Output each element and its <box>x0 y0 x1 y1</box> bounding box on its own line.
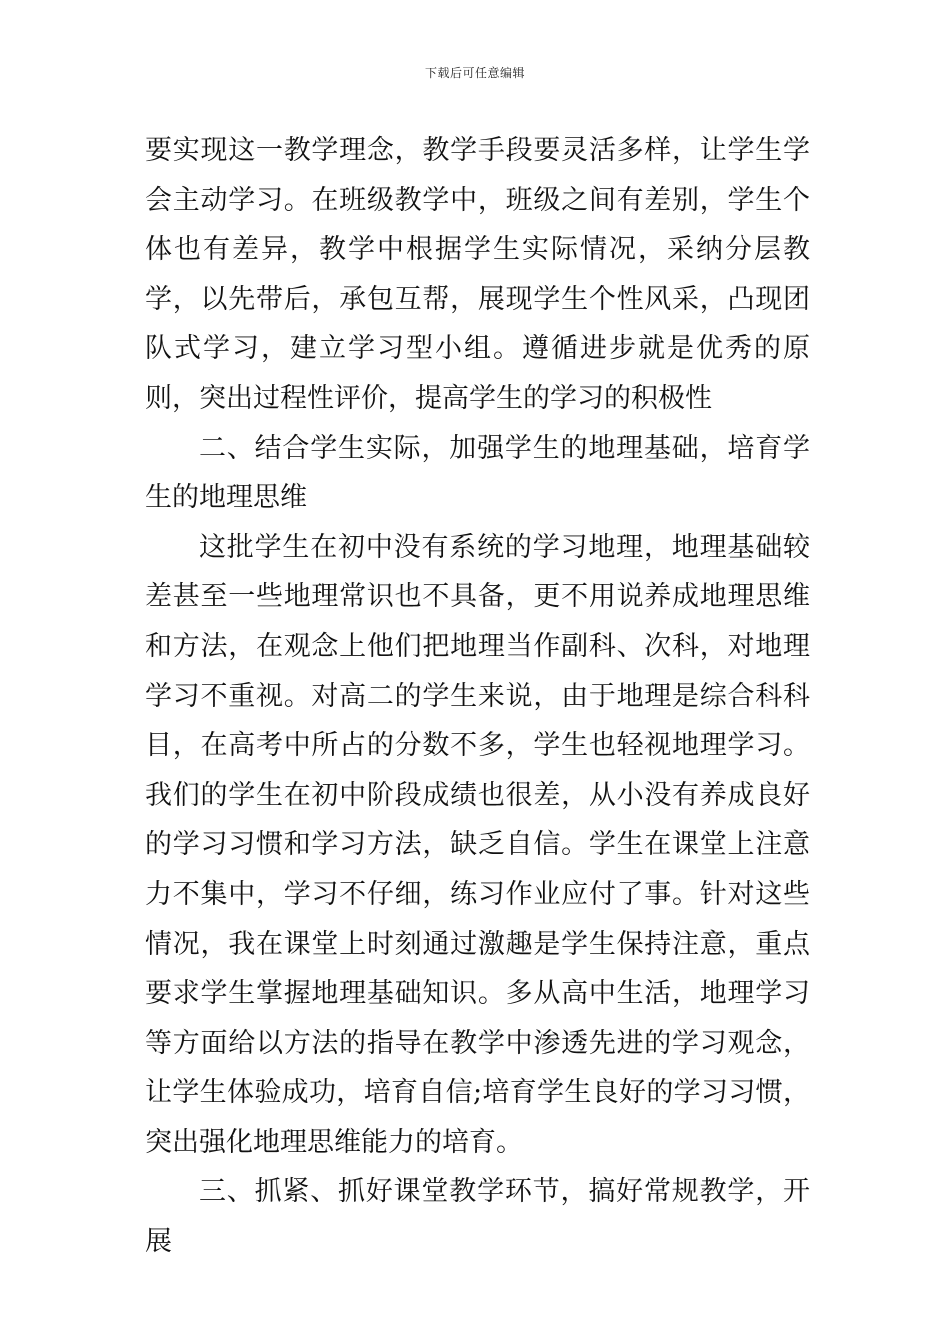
section-heading-three: 三、抓紧、抓好课堂教学环节，搞好常规教学，开展 <box>145 1176 810 1258</box>
document-body <box>145 126 810 1267</box>
paragraph-body: 这批学生在初中没有系统的学习地理，地理基础较差甚至一些地理常识也不具备，更不用说养成地理思维和方法，在观念上他们把地理当作副科、次科，对地理学习不重视。对高二的学生来说，由于地理是综合科科目，在高考中所占的分数不多，学生也轻视地理学习。我们的学生在初中阶段成绩也很差，从小没有养成良好的学习习惯和学习方法，缺乏自信。学生在课堂上注意力不集中，学习不仔细，练习作业应付了事。针对这些情况，我在课堂上时刻通过激趣是学生保持注意，重点要求学生掌握地理基础知识。多从高中生活，地理学习等方面给以方法的指导在教学中渗透先进的学习观念，让学生体验成功，培育自信;培育学生良好的学习习惯，突出强化地理思维能力的培育。 <box>145 531 810 1158</box>
page-header: 下载后可任意编辑 <box>424 66 525 80</box>
section-heading-two: 二、结合学生实际，加强学生的地理基础，培育学生的地理思维 <box>145 432 810 514</box>
paragraph-continuation: 要实现这一教学理念，教学手段要灵活多样，让学生学会主动学习。在班级教学中，班级之间有差别，学生个体也有差异，教学中根据学生实际情况，采纳分层教学，以先带后，承包互帮，展现学生个性风采，凸现团队式学习，建立学习型小组。遵循进步就是优秀的原则，突出过程性评价，提高学生的学习的积极性 <box>145 135 810 414</box>
